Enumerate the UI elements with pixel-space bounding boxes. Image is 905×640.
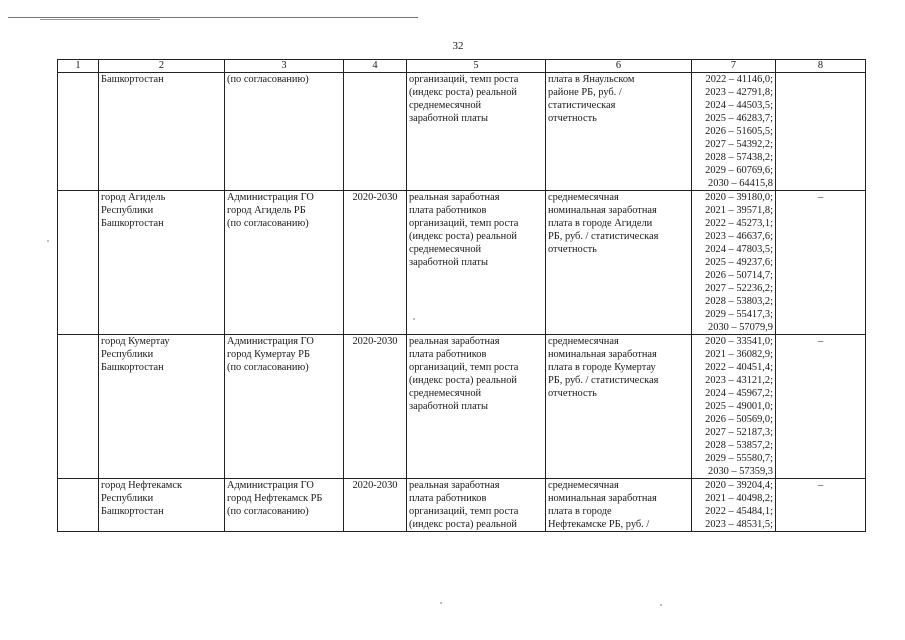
cell-territory: город Кумертау Республики Башкортостан: [99, 335, 225, 479]
table-row: [58, 73, 866, 191]
cell-number: [58, 335, 99, 479]
table-row: [58, 191, 866, 335]
cell-territory: Башкортостан: [99, 73, 225, 191]
year-value: 2029 – 55580,7;: [705, 453, 773, 464]
scan-speck: [440, 602, 442, 604]
cell-note: –: [776, 191, 866, 335]
cell-measure: среднемесячная номинальная заработная плата в городе Кумертау РБ, руб. / статистическая отчетность: [546, 335, 692, 479]
cell-indicator: организаций, темп роста (индекс роста) реальной среднемесячной заработной платы: [407, 73, 546, 191]
year-value: 2028 – 53857,2;: [705, 440, 773, 451]
scan-speck: [413, 318, 415, 320]
year-value: 2026 – 50569,0;: [705, 414, 773, 425]
cell-indicator: реальная заработная плата работников организаций, темп роста (индекс роста) реальной среднемесячной заработной платы: [407, 191, 546, 335]
cell-measure: плата в Янаульском районе РБ, руб. / статистическая отчетность: [546, 73, 692, 191]
table-row: [58, 335, 866, 479]
column-header: 2: [99, 60, 225, 73]
cell-note: –: [776, 335, 866, 479]
year-value: 2021 – 40498,2;: [705, 493, 773, 504]
column-header: 8: [776, 60, 866, 73]
column-header: 5: [407, 60, 546, 73]
cell-note: [776, 73, 866, 191]
cell-period: 2020-2030: [344, 335, 407, 479]
year-value: 2024 – 44503,5;: [705, 100, 773, 111]
year-value: 2023 – 42791,8;: [705, 87, 773, 98]
year-value: 2026 – 51605,5;: [705, 126, 773, 137]
cell-values: [692, 335, 776, 479]
year-value: 2022 – 40451,4;: [705, 362, 773, 373]
cell-number: [58, 479, 99, 532]
year-value: 2023 – 43121,2;: [705, 375, 773, 386]
cell-executor: Администрация ГО город Агидель РБ (по согласованию): [225, 191, 344, 335]
column-header: 7: [692, 60, 776, 73]
year-value: 2026 – 50714,7;: [705, 270, 773, 281]
cell-executor: Администрация ГО город Нефтекамск РБ (по согласованию): [225, 479, 344, 532]
year-value: 2022 – 45484,1;: [705, 506, 773, 517]
year-value: 2025 – 49001,0;: [705, 401, 773, 412]
year-value: 2025 – 49237,6;: [705, 257, 773, 268]
page-number: 32: [452, 40, 464, 52]
year-value: 2027 – 52236,2;: [705, 283, 773, 294]
cell-executor: (по согласованию): [225, 73, 344, 191]
year-value: 2030 – 57359,3: [708, 466, 773, 477]
year-value: 2024 – 45967,2;: [705, 388, 773, 399]
cell-period: [344, 73, 407, 191]
cell-number: [58, 191, 99, 335]
column-header: 4: [344, 60, 407, 73]
year-value: 2022 – 41146,0;: [705, 74, 773, 85]
cell-values: [692, 191, 776, 335]
cell-period: 2020-2030: [344, 479, 407, 532]
scan-speck: [660, 604, 662, 606]
data-table: [57, 59, 866, 532]
year-value: 2023 – 46637,6;: [705, 231, 773, 242]
scan-speck: [47, 240, 49, 242]
cell-period: 2020-2030: [344, 191, 407, 335]
cell-values: [692, 73, 776, 191]
column-header: 3: [225, 60, 344, 73]
year-value: 2028 – 53803,2;: [705, 296, 773, 307]
scan-artifact-line: [8, 17, 418, 18]
year-value: 2029 – 60769,6;: [705, 165, 773, 176]
scan-artifact-line: [40, 19, 160, 20]
year-value: 2027 – 52187,3;: [705, 427, 773, 438]
table-header-row: [58, 60, 866, 73]
cell-note: –: [776, 479, 866, 532]
year-value: 2030 – 64415,8: [708, 178, 773, 189]
year-value: 2024 – 47803,5;: [705, 244, 773, 255]
year-value: 2020 – 39204,4;: [705, 480, 773, 491]
cell-indicator: реальная заработная плата работников организаций, темп роста (индекс роста) реальной: [407, 479, 546, 532]
year-value: 2025 – 46283,7;: [705, 113, 773, 124]
cell-territory: город Нефтекамск Республики Башкортостан: [99, 479, 225, 532]
year-value: 2029 – 55417,3;: [705, 309, 773, 320]
cell-values: [692, 479, 776, 532]
cell-executor: Администрация ГО город Кумертау РБ (по согласованию): [225, 335, 344, 479]
year-value: 2028 – 57438,2;: [705, 152, 773, 163]
cell-number: [58, 73, 99, 191]
year-value: 2020 – 39180,0;: [705, 192, 773, 203]
cell-territory: город Агидель Республики Башкортостан: [99, 191, 225, 335]
year-value: 2021 – 39571,8;: [705, 205, 773, 216]
column-header: 1: [58, 60, 99, 73]
year-value: 2030 – 57079,9: [708, 322, 773, 333]
cell-measure: среднемесячная номинальная заработная плата в городе Нефтекамске РБ, руб. /: [546, 479, 692, 532]
table-row: [58, 479, 866, 532]
cell-measure: среднемесячная номинальная заработная плата в городе Агидели РБ, руб. / статистическая отчетность: [546, 191, 692, 335]
year-value: 2021 – 36082,9;: [705, 349, 773, 360]
year-value: 2022 – 45273,1;: [705, 218, 773, 229]
year-value: 2023 – 48531,5;: [705, 519, 773, 530]
year-value: 2027 – 54392,2;: [705, 139, 773, 150]
year-value: 2020 – 33541,0;: [705, 336, 773, 347]
cell-indicator: реальная заработная плата работников организаций, темп роста (индекс роста) реальной среднемесячной заработной платы: [407, 335, 546, 479]
column-header: 6: [546, 60, 692, 73]
